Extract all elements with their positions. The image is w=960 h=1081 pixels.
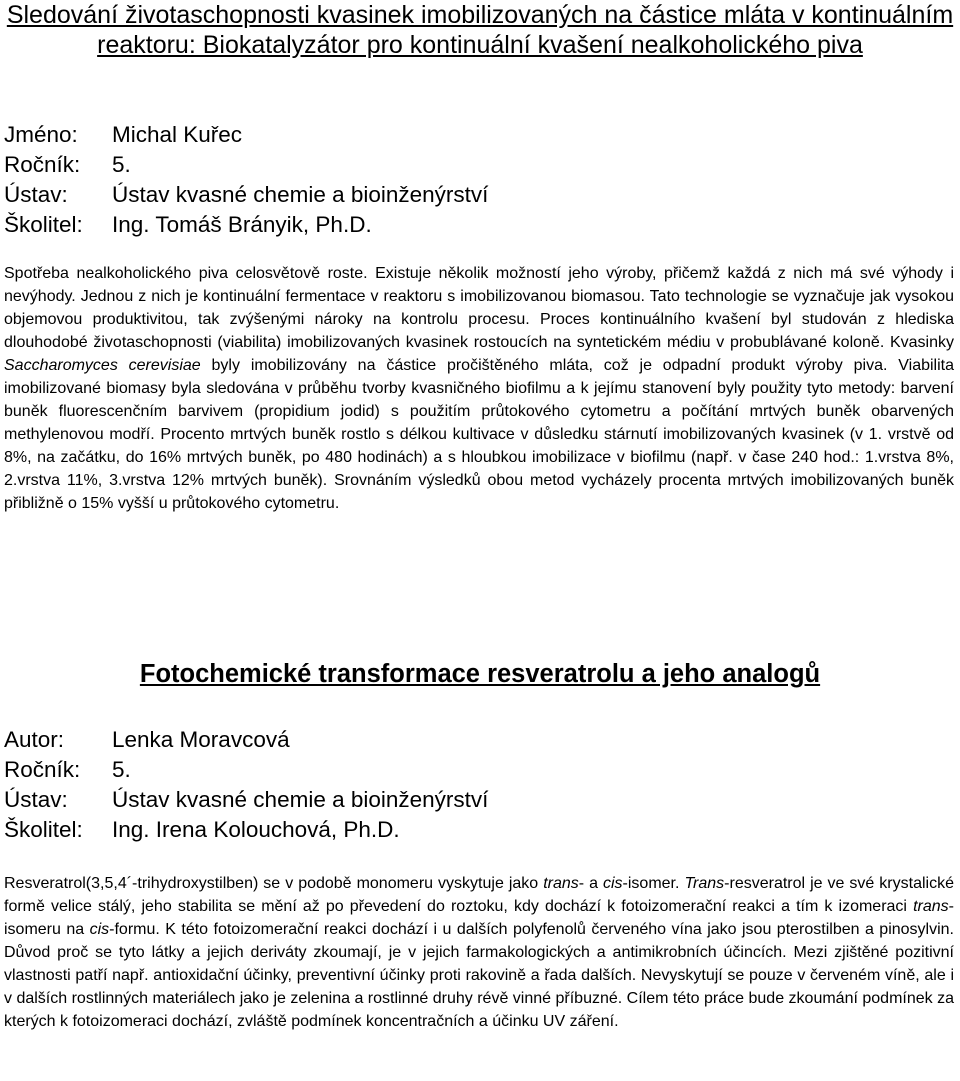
meta-value-supervisor: Ing. Irena Kolouchová, Ph.D. xyxy=(112,817,400,842)
meta-row-institute xyxy=(4,180,488,210)
meta-row-year xyxy=(4,755,488,785)
meta-row-supervisor xyxy=(4,815,488,845)
isomer-term: trans xyxy=(913,898,949,915)
meta-key-supervisor: Školitel: xyxy=(4,817,83,842)
meta-value-supervisor: Ing. Tomáš Brányik, Ph.D. xyxy=(112,212,372,237)
abstract-2-text: Resveratrol(3,5,4´-trihydroxystilben) se v podobě monomeru vyskytuje jako xyxy=(4,875,544,892)
meta-value-year: 5. xyxy=(112,152,131,177)
abstract-2-text: -formu. K této fotoizomerační reakci dochází i u dalších polyfenolů červeného vína jako jsou pterostilben a pinosylvin. Důvod proč se tyto látky a jejich deriváty zkoumají, je v jejich farmakologických a antimikrobních účincích. Mezi zjištěné pozitivní vlastnosti patří např. antioxidační účinky, preventivní účinky proti rakovině a řada dalších. Nevyskytují se pouze v červeném víně, ale i v dalších rostlinných materiálech jako je zelenina a rostlinné druhy révě vinné příbuzné. Cílem této práce bude zkoumání podmínek za kterých k fotoizomeraci dochází, zvláště podmínek koncentračních a účinku UV záření. xyxy=(4,921,955,1030)
abstract-2-title: Fotochemické transformace resveratrolu a jeho analogů xyxy=(139,660,821,688)
abstract-1-metadata xyxy=(4,120,488,240)
abstract-2-text: -isomeru na xyxy=(4,898,954,938)
meta-key-supervisor: Školitel: xyxy=(4,212,83,237)
abstract-1-text-b: byly imobilizovány na částice pročištěného mláta, což je odpadní produkt výroby piva. Viabilita imobilizované biomasy byla sledována v průběhu tvorby kvasničného biofilmu a k jejímu stanovení byly použity tyto metody: barvení buněk fluorescenčním barvivem (propidium jodid) s použitím průtokového cytometru a počítání mrtvých buněk obarvených methylenovou modří. Procento mrtvých buněk rostlo s délkou kultivace v důsledku stárnutí imobilizovaných kvasinek (v 1. vrstvě od 8%, na začátku, do 16% mrtvých buněk, po 480 hodinách) a s hloubkou imobilizace v biofilmu (např. v čase 240 hod.: 1.vrstva 8%, 2.vrstva 11%, 3.vrstva 12% mrtvých buněk). Srovnáním výsledků obou metod vycházely procenta mrtvých imobilizovaných buněk přibližně o 15% vyšší u průtokového cytometru. xyxy=(4,357,955,512)
meta-row-author xyxy=(4,725,488,755)
abstract-2-metadata xyxy=(4,725,488,845)
abstract-1-text-a: Spotřeba nealkoholického piva celosvětově roste. Existuje několik možností jeho výroby, přičemž každá z nich má své výhody i nevýhody. Jednou z nich je kontinuální fermentace v reaktoru s imobilizovanou biomasou. Tato technologie se vyznačuje jak vysokou objemovou produktivitou, tak zvýšenými nároky na kontrolu procesu. Proces kontinuálního kvašení byl studován z hlediska dlouhodobé životaschopnosti (viabilita) imobilizovaných kvasinek rostoucích na syntetickém médiu v probublávané koloně. Kvasinky xyxy=(4,265,954,351)
abstract-2-text: -resveratrol je ve své krystalické formě velice stálý, jeho stabilita se mění až po převedení do roztoku, kdy dochází k fotoizomerační reakci a tím k izomeraci xyxy=(4,875,954,915)
meta-row-institute xyxy=(4,785,488,815)
abstract-1-body xyxy=(4,262,954,515)
meta-key-year: Ročník: xyxy=(4,757,81,782)
meta-value-name: Michal Kuřec xyxy=(112,122,243,147)
meta-row-supervisor xyxy=(4,210,488,240)
abstract-1-title: Sledování životaschopnosti kvasinek imobilizovaných na částice mláta v kontinuálním reaktoru: Biokatalyzátor pro kontinuální kvašení nealkoholického piva xyxy=(6,1,954,59)
isomer-term: cis xyxy=(89,921,110,938)
meta-row-name xyxy=(4,120,488,150)
meta-value-author: Lenka Moravcová xyxy=(112,727,290,752)
isomer-term: trans xyxy=(543,875,579,892)
meta-value-institute: Ústav kvasné chemie a bioinženýrství xyxy=(112,182,489,207)
meta-value-institute: Ústav kvasné chemie a bioinženýrství xyxy=(112,787,489,812)
meta-key-year: Ročník: xyxy=(4,152,81,177)
abstract-2-text: - a xyxy=(578,875,603,892)
meta-key-name: Jméno: xyxy=(4,122,78,147)
meta-row-year xyxy=(4,150,488,180)
meta-value-year: 5. xyxy=(112,757,131,782)
abstract-2-text: -isomer. xyxy=(622,875,685,892)
isomer-term: cis xyxy=(602,875,623,892)
meta-key-institute: Ústav: xyxy=(4,182,68,207)
meta-key-author: Autor: xyxy=(4,727,65,752)
species-name: Saccharomyces cerevisiae xyxy=(4,357,201,374)
abstract-2-body xyxy=(4,872,954,1033)
meta-key-institute: Ústav: xyxy=(4,787,68,812)
isomer-term: Trans xyxy=(684,875,725,892)
